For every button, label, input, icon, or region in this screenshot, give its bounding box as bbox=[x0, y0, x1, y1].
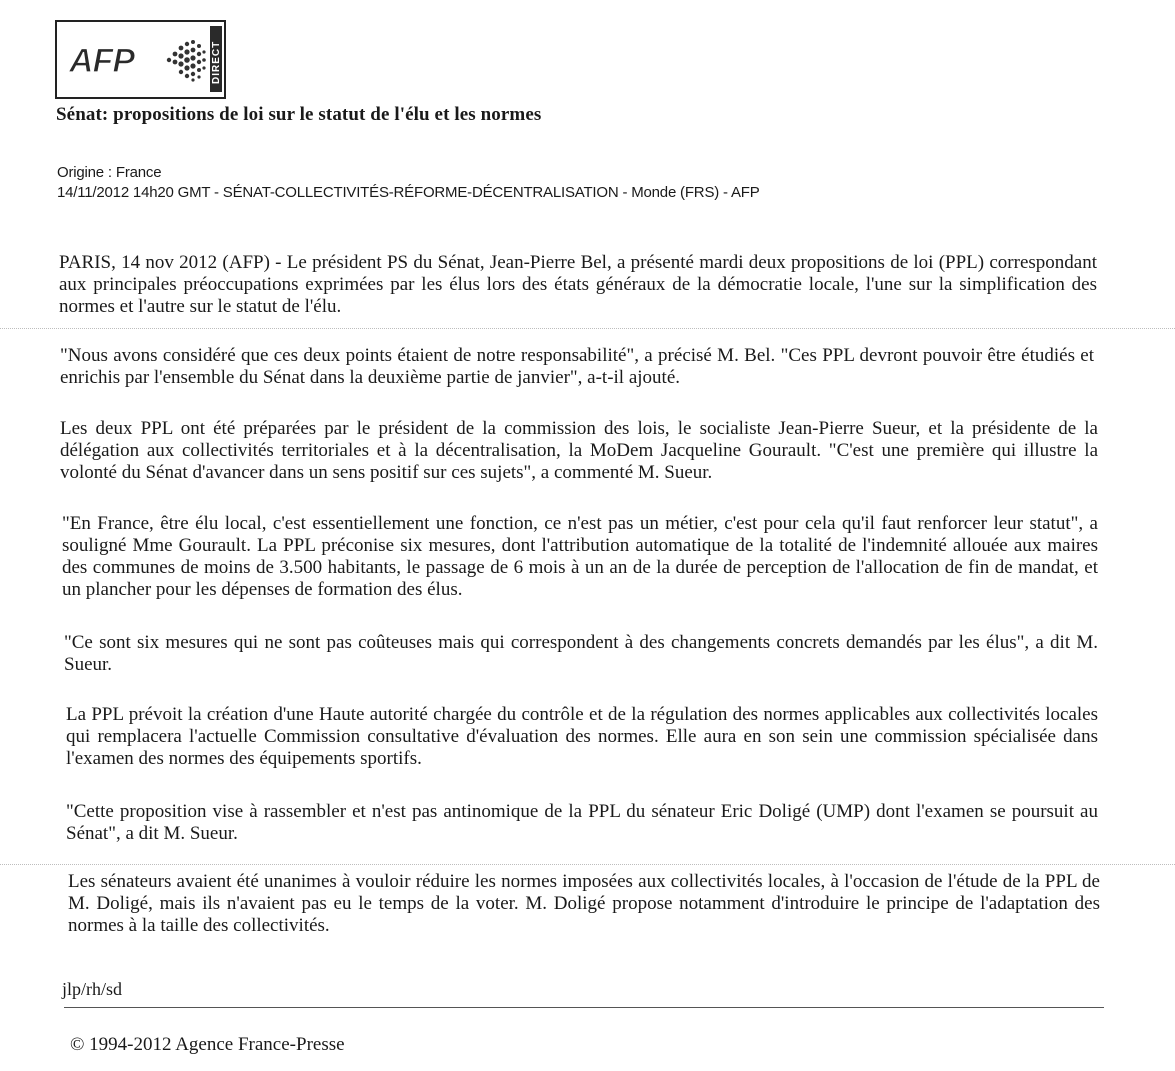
afp-logo bbox=[55, 20, 226, 99]
paragraph-4: "En France, être élu local, c'est essentiellement une fonction, ce n'est pas un métier, c'est pour cela qu'il faut renforcer leur statut", a souligné Mme Gourault. La PPL préconise six mesures, dont l'attribution automatique de la totalité de l'indemnité allouée aux maires des communes de moins de 3.500 habitants, le passage de 6 mois à un an de la durée de perception de l'allocation de fin de mandat, et un plancher pour les dépenses de formation des élus. bbox=[62, 513, 1098, 600]
paragraph-5: "Ce sont six mesures qui ne sont pas coûteuses mais qui correspondent à des changements concrets demandés par les élus", a dit M. Sueur. bbox=[64, 632, 1098, 675]
paragraph-7: "Cette proposition vise à rassembler et n'est pas antinomique de la PPL du sénateur Eric Doligé (UMP) dont l'examen se poursuit au Sénat", a dit M. Sueur. bbox=[66, 801, 1098, 844]
origin-line: Origine : France bbox=[57, 164, 162, 181]
paragraph-8: Les sénateurs avaient été unanimes à vouloir réduire les normes imposées aux collectivités locales, à l'occasion de l'étude de la PPL de M. Doligé, mais ils n'avaient pas eu le temps de la voter. M. Doligé propose notamment d'introduire le principe de l'adaptation des normes à la taille des collectivités. bbox=[68, 871, 1100, 936]
footer-divider bbox=[64, 1007, 1104, 1008]
paragraph-1: PARIS, 14 nov 2012 (AFP) - Le président PS du Sénat, Jean-Pierre Bel, a présenté mardi deux propositions de loi (PPL) correspondant aux principales préoccupations exprimées par les élus lors des états généraux de la démocratie locale, l'une sur la simplification des normes et l'autre sur le statut de l'élu. bbox=[59, 252, 1097, 317]
direct-tag: DIRECT bbox=[211, 40, 222, 84]
afp-logo-text: AFP bbox=[69, 42, 134, 80]
paragraph-6: La PPL prévoit la création d'une Haute autorité chargée du contrôle et de la régulation des normes applicables aux collectivités locales qui remplacera l'actuelle Commission consultative d'évaluation des normes. Elle aura en son sein une commission spécialisée dans l'examen des normes des équipements sportifs. bbox=[66, 704, 1098, 769]
scan-divider bbox=[0, 328, 1175, 329]
scan-divider bbox=[0, 864, 1175, 865]
dateline: 14/11/2012 14h20 GMT - SÉNAT-COLLECTIVITÉS-RÉFORME-DÉCENTRALISATION - Monde (FRS) - AFP bbox=[57, 184, 760, 201]
headline: Sénat: propositions de loi sur le statut de l'élu et les normes bbox=[56, 104, 542, 125]
paragraph-2: "Nous avons considéré que ces deux points étaient de notre responsabilité", a précisé M. Bel. "Ces PPL devront pouvoir être étudiés et enrichis par l'ensemble du Sénat dans la deuxième partie de janvier", a-t-il ajouté. bbox=[60, 345, 1094, 388]
afp-direct-logo bbox=[57, 22, 224, 97]
paragraph-3: Les deux PPL ont été préparées par le président de la commission des lois, le socialiste Jean-Pierre Sueur, et la présidente de la délégation aux collectivités territoriales et à la décentralisation, la MoDem Jacqueline Gourault. "C'est une première qui illustre la volonté du Sénat d'avancer dans un sens positif sur ces sujets", a commenté M. Sueur. bbox=[60, 418, 1098, 483]
author-initials: jlp/rh/sd bbox=[62, 979, 123, 999]
copyright: © 1994-2012 Agence France-Presse bbox=[70, 1034, 345, 1055]
globe-icon bbox=[167, 40, 206, 82]
